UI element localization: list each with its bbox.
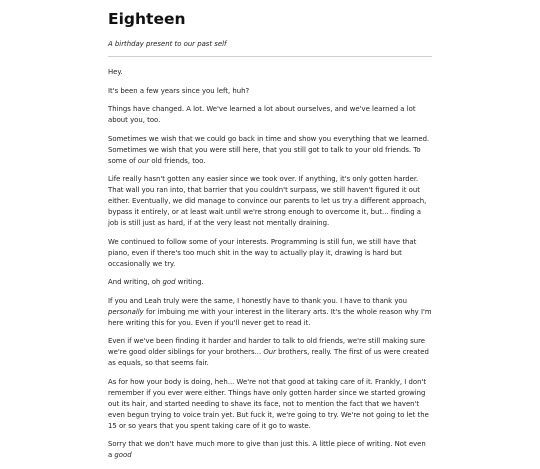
paragraph — [108, 296, 432, 329]
paragraph-text: Hey. — [108, 68, 123, 76]
header-divider — [108, 56, 432, 57]
emphasis-text: our — [137, 156, 150, 165]
paragraph — [108, 439, 432, 461]
paragraph-text: It's been a few years since you left, huh? — [108, 86, 250, 95]
paragraph-text: brothers, really. The first of us were created as equals, so that seems fair. — [108, 348, 429, 367]
paragraph-text: Even if we've been finding it harder and harder to talk to old friends, we're still making sure we're good older siblings for your brothers... — [108, 337, 426, 356]
emphasis-text: Our — [263, 348, 276, 356]
paragraph-text: We continued to follow some of your interests. Programming is still fun, we still have that piano, even if there's too much shit in the way to actually play it, drawing is hard but occasionally we try. — [108, 237, 417, 268]
paragraph — [108, 134, 432, 167]
paragraph-text: writing. — [175, 278, 204, 286]
paragraph — [108, 104, 432, 126]
paragraph-text: for imbuing me with your interest in the literary arts. It's the whole reason why I'm here writing this for you. Even if you'll never get to read it. — [108, 307, 432, 327]
paragraph-text: Things have changed. A lot. We've learned a lot about ourselves, and we've learned a lot about you, too. — [108, 105, 416, 124]
page-subtitle: A birthday present to our past self — [108, 40, 227, 48]
paragraph-text: If you and Leah truly were the same, I honestly have to thank you. I have to thank you — [108, 296, 408, 305]
paragraph — [108, 277, 432, 288]
paragraph-text: old friends, too. — [149, 156, 206, 165]
emphasis-text: good — [114, 451, 132, 459]
article — [108, 0, 432, 469]
paragraph — [108, 237, 432, 270]
page-title: Eighteen — [108, 10, 186, 28]
paragraph — [108, 67, 432, 78]
paragraph-text: As for how your body is doing, heh... We're not that good at taking care of it. Frankly, I don't remember if you ever were either. Things have only gotten harder since we started growing out its hair, and started needing to shave its face, not to mention the fact that we haven't even begun trying to voice train yet. But fuck it, we're going to try. We're not going to let the 15 or so years that you spent taking care of it go to waste. — [108, 377, 429, 430]
paragraph-text: And writing, oh — [108, 278, 163, 286]
article-body — [108, 67, 432, 461]
emphasis-text: god — [162, 278, 176, 286]
paragraph-text: Sorry that we don't have much more to give than just this. A little piece of writing. Not even a — [108, 440, 426, 459]
paragraph-text: Life really hasn't gotten any easier since we took over. If anything, it's only gotten harder. That wall you ran into, that barrier that you couldn't surpass, we still haven't figured it out either. Eventually, we did manage to convince our parents to let us try a different approach, bypass it entirely, or at least wait until we're strong enough to overcome it, but... finding a job is still just as hard, if at the very least not mentally draining. — [108, 175, 427, 227]
paragraph — [108, 377, 432, 432]
emphasis-text: personally — [108, 307, 144, 316]
paragraph — [108, 174, 432, 229]
paragraph — [108, 86, 432, 97]
paragraph-text: Sometimes we wish that we could go back in time and show you everything that we learned. Sometimes we wish that you were still here, that you still got to talk to your old friends. To some of — [108, 134, 430, 165]
paragraph — [108, 336, 432, 369]
